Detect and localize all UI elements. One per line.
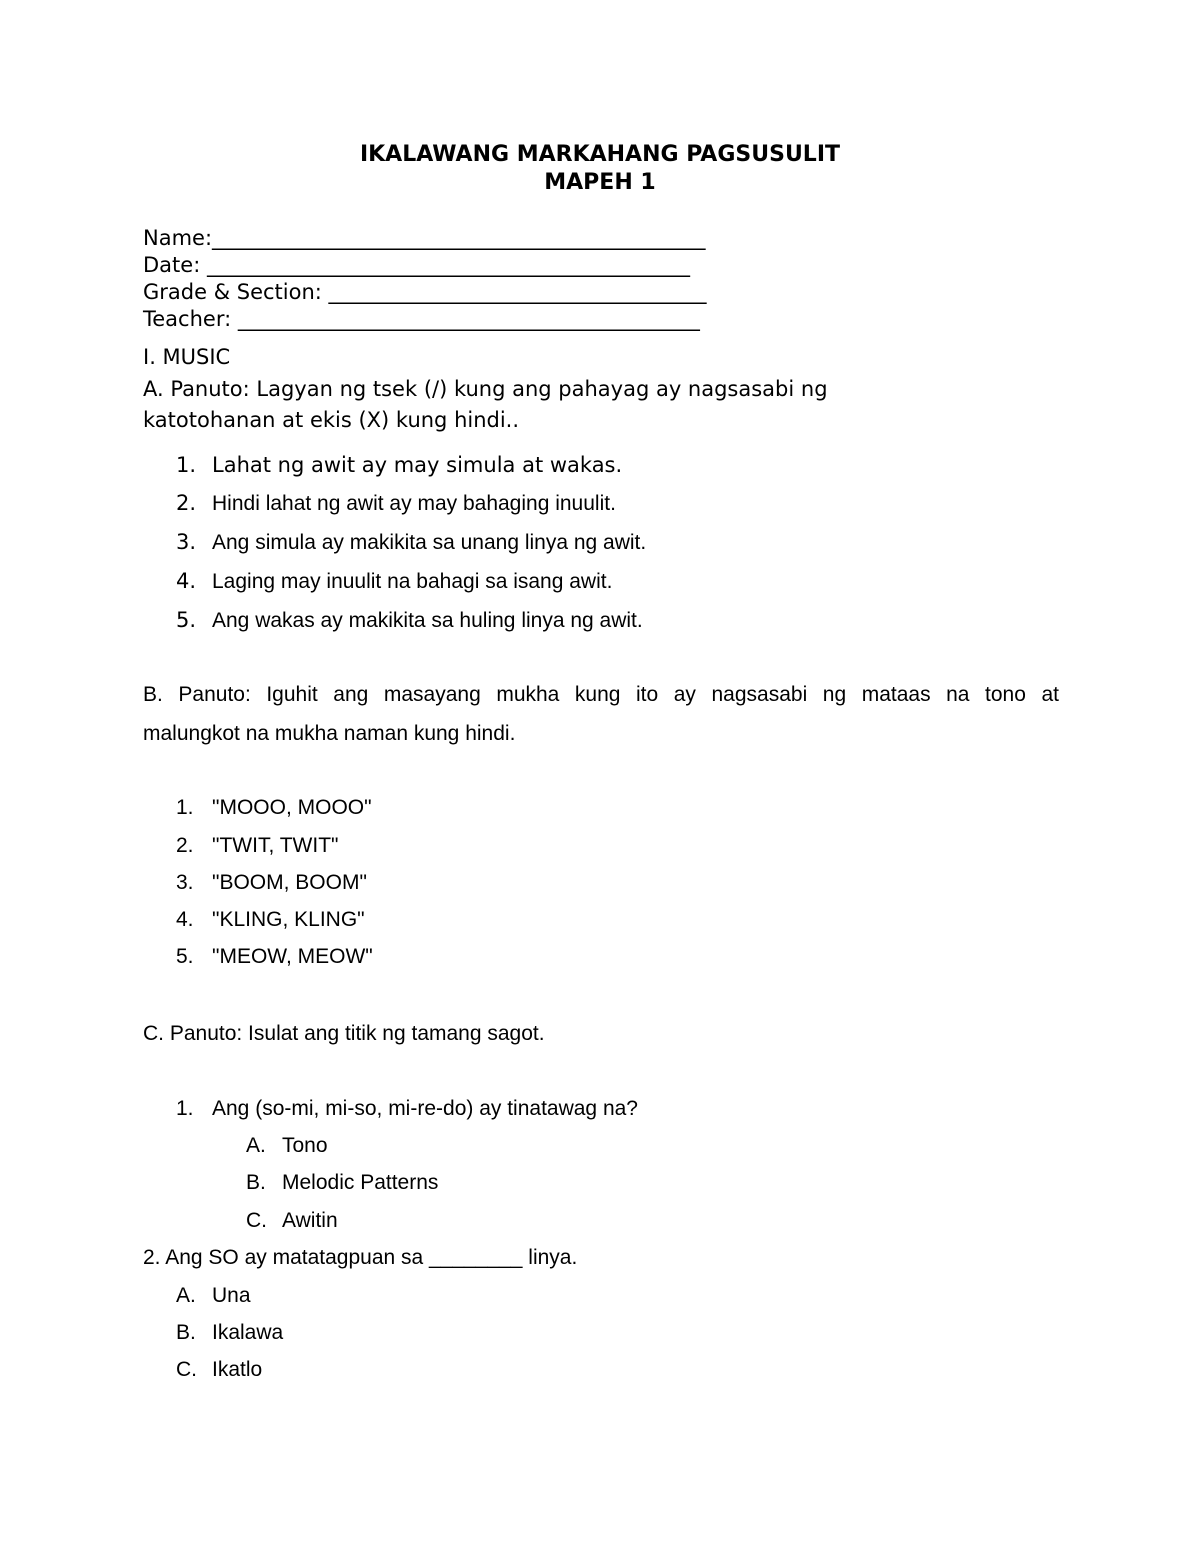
choice-text: Melodic Patterns [282, 1171, 439, 1194]
item-number: 4. [176, 908, 194, 931]
question-text: Ang (so-mi, mi-so, mi-re-do) ay tinatawag na? [212, 1097, 638, 1120]
item-number: 3. [176, 530, 197, 554]
question-text: 2. Ang SO ay matatagpuan sa ________ linya. [143, 1246, 578, 1269]
item-text: "TWIT, TWIT" [212, 834, 339, 857]
part-c-instruction: C. Panuto: Isulat ang titik ng tamang sagot. [143, 1022, 545, 1045]
item-text: Hindi lahat ng awit ay may bahaging inuulit. [212, 492, 616, 515]
item-number: 1. [176, 796, 194, 819]
choice-letter: A. [176, 1284, 196, 1307]
part-b-instruction-line2: malungkot na mukha naman kung hindi. [143, 722, 516, 745]
choice-letter: B. [176, 1321, 196, 1344]
teacher-field[interactable]: Teacher: ____________________________________________ [143, 307, 700, 331]
item-text: "BOOM, BOOM" [212, 871, 367, 894]
choice-text: Ikalawa [212, 1321, 284, 1344]
section-heading-music: I. MUSIC [143, 345, 231, 369]
part-a-instruction-line2: katotohanan at ekis (X) kung hindi.. [143, 408, 520, 432]
item-text: "MOOO, MOOO" [212, 796, 372, 819]
choice-text: Tono [282, 1134, 328, 1157]
page-title: IKALAWANG MARKAHANG PAGSUSULIT [359, 142, 841, 167]
item-text: Laging may inuulit na bahagi sa isang awit. [212, 570, 613, 593]
item-text: Lahat ng awit ay may simula at wakas. [212, 453, 623, 477]
item-number: 3. [176, 871, 194, 894]
item-number: 5. [176, 608, 197, 632]
item-text: Ang simula ay makikita sa unang linya ng awit. [212, 531, 647, 554]
choice-letter: C. [176, 1358, 197, 1381]
item-number: 5. [176, 945, 194, 968]
choice-letter: A. [246, 1134, 266, 1157]
part-b-instruction-line1: B. Panuto: Iguhit ang masayang mukha kung ito ay nagsasabi ng mataas na tono at [143, 683, 1059, 706]
item-text: "MEOW, MEOW" [212, 945, 373, 968]
choice-letter: C. [246, 1209, 267, 1232]
item-number: 2. [176, 834, 194, 857]
item-text: "KLING, KLING" [212, 908, 365, 931]
choice-text: Una [212, 1284, 251, 1307]
item-text: Ang wakas ay makikita sa huling linya ng awit. [212, 609, 643, 632]
item-number: 2. [176, 491, 197, 515]
choice-letter: B. [246, 1171, 266, 1194]
choice-text: Ikatlo [212, 1358, 263, 1381]
name-field[interactable]: Name:_______________________________________________ [143, 226, 706, 250]
question-number: 1. [176, 1097, 194, 1120]
choice-text: Awitin [282, 1209, 338, 1232]
page-subtitle: MAPEH 1 [544, 170, 656, 195]
item-number: 4. [176, 569, 197, 593]
item-number: 1. [176, 453, 197, 477]
date-field[interactable]: Date: ______________________________________________ [143, 253, 690, 277]
grade-section-field[interactable]: Grade & Section: ____________________________________ [143, 280, 707, 304]
part-a-instruction-line1: A. Panuto: Lagyan ng tsek (/) kung ang pahayag ay nagsasabi ng [143, 377, 828, 401]
